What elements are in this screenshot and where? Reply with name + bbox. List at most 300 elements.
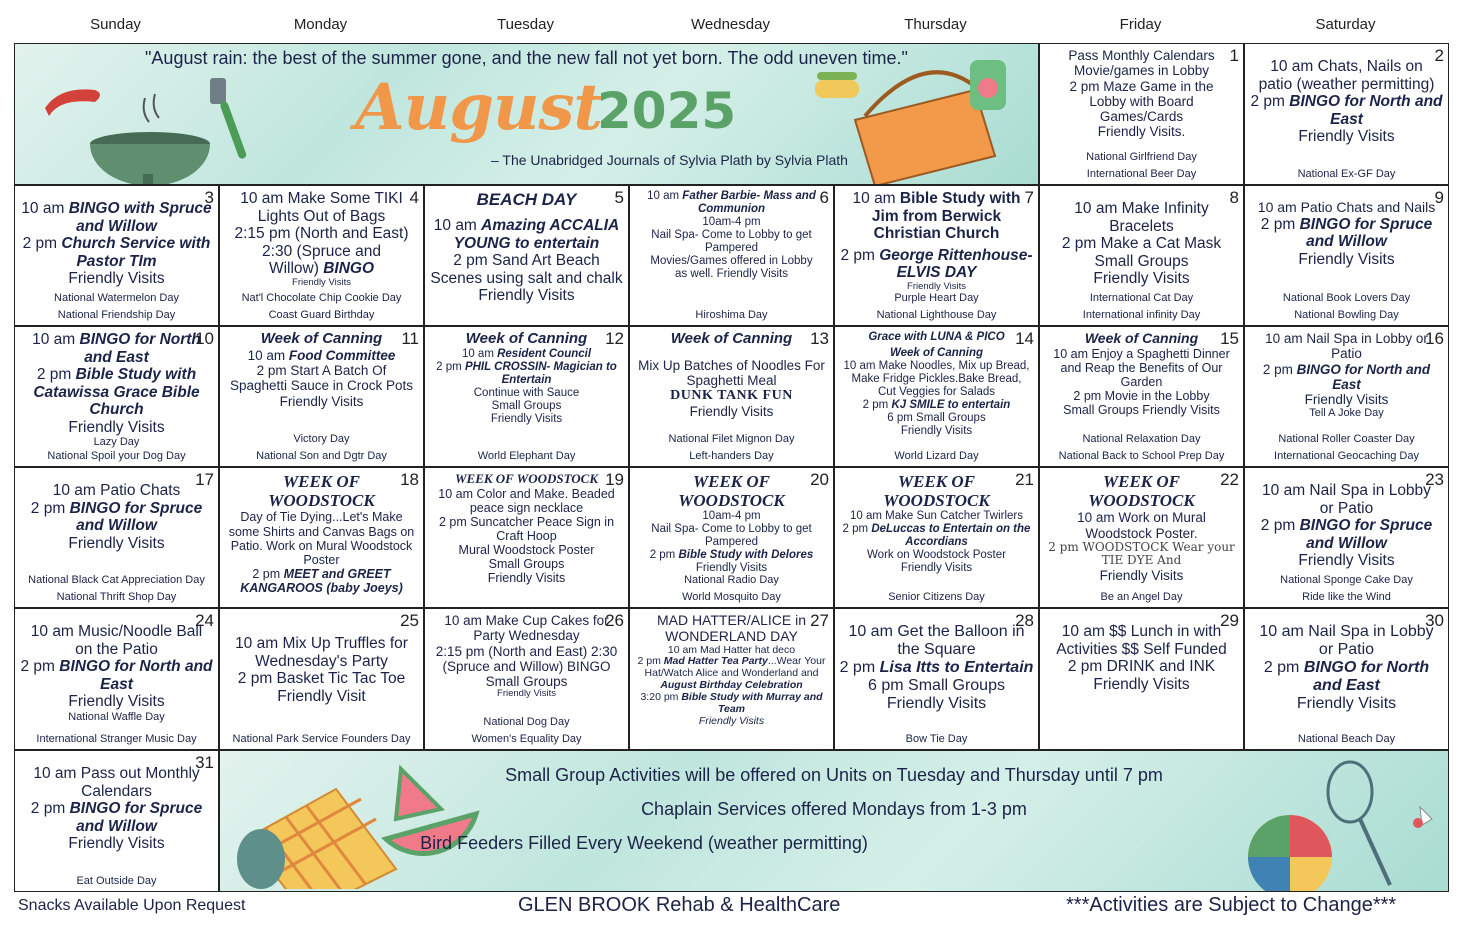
day-cell-4	[219, 185, 424, 326]
observance: National Lighthouse Day	[876, 308, 997, 321]
event-title: Week of Canning	[465, 330, 588, 347]
day-cell-18	[219, 467, 424, 608]
activity-highlight: BINGO for Spruce and Willow	[1299, 215, 1433, 251]
day-cell-27	[629, 608, 834, 750]
activity-line: Small Groups Friendly Visits	[1063, 403, 1220, 418]
observance: International Cat Day	[1089, 292, 1194, 304]
observance: Lazy Day	[93, 436, 140, 448]
day-number: 3	[204, 188, 214, 207]
activity-line: some Shirts and Canvas Bags on	[228, 524, 415, 539]
day-cell-31	[14, 750, 219, 892]
weekday-tuesday: Tuesday	[497, 16, 554, 33]
activity-line: 10 am Pass out Monthly	[33, 765, 200, 782]
month-title: August	[355, 70, 603, 145]
weekday-saturday: Saturday	[1315, 16, 1376, 33]
activity-line: Friendly Visits	[900, 424, 973, 437]
activity-line: Friendly Visits	[1298, 250, 1395, 268]
activity-line: or Patio	[1319, 499, 1374, 517]
activity-time: 10 am	[32, 331, 76, 348]
activity-line: Friendly Visits	[68, 418, 165, 436]
activity-line: 10am-4 pm	[702, 510, 761, 523]
activity-line: 10 am Mix Up Truffles for	[235, 635, 408, 652]
observance: International Beer Day	[1086, 167, 1197, 180]
observance: Victory Day	[293, 433, 350, 445]
activity-line: Bracelets	[1109, 217, 1174, 235]
activity-line: Friendly Visits	[292, 276, 351, 288]
day-cell-20	[629, 467, 834, 608]
day-number: 20	[810, 470, 829, 489]
activity-line: 2:30 (Spruce and	[262, 242, 381, 260]
day-number: 2	[1434, 46, 1444, 65]
day-number: 25	[400, 611, 419, 630]
activity-line: Friendly Visits	[68, 693, 165, 710]
activity-highlight: Food Committee	[288, 347, 396, 363]
day-cell-14	[834, 326, 1039, 467]
activity-line: Friendly Visits	[68, 270, 165, 287]
activity-highlight: Father Barbie- Mass and Communion	[682, 190, 816, 215]
day-number: 17	[195, 470, 214, 489]
activity-line: 2 pm Maze Game in the	[1069, 78, 1214, 94]
activity-time: 10 am	[247, 347, 286, 363]
activity-line: Garden	[1120, 375, 1163, 390]
activity-line: Friendly Visits	[1298, 552, 1395, 569]
activity-highlight: BINGO for Spruce and Willow	[69, 499, 203, 534]
activity-line: Work on Woodstock Poster	[867, 549, 1006, 562]
event-title: Week of Canning	[260, 330, 383, 347]
day-cell-10	[14, 326, 219, 467]
quote-attribution: – The Unabridged Journals of Sylvia Plath by Sylvia Plath	[491, 152, 848, 168]
event-title: WEEK OF WOODSTOCK	[883, 472, 990, 511]
activity-line: as well. Friendly Visits	[675, 267, 788, 280]
activity-line: Lights Out of Bags	[257, 207, 386, 225]
activity-line: or Patio	[1318, 641, 1375, 659]
activity-highlight: BINGO	[323, 260, 375, 277]
activity-time: 2 pm	[1263, 659, 1300, 677]
activity-highlight: Bible Study with Delores	[678, 549, 814, 562]
day-number: 21	[1015, 470, 1034, 489]
observance: National Sponge Cake Day	[1280, 574, 1413, 586]
observance: National Girlfriend Day	[1086, 151, 1197, 163]
day-number: 10	[195, 329, 214, 348]
activity-line: Friendly Visits	[478, 287, 575, 305]
day-cell-3	[14, 185, 219, 326]
activity-line: Cut Veggies for Salads	[878, 385, 995, 398]
activity-highlight: DUNK TANK FUN	[670, 388, 793, 404]
day-number: 8	[1229, 188, 1239, 207]
activity-line: Friendly Visits	[1298, 128, 1395, 145]
day-number: 19	[605, 470, 624, 489]
observance: International Geocaching Day	[1274, 449, 1419, 462]
day-cell-13	[629, 326, 834, 467]
observance: National Friendship Day	[57, 308, 176, 321]
day-cell-1	[1039, 43, 1244, 185]
activity-line: Willow)	[268, 260, 319, 277]
activity-line: Day of Tie Dying...Let's Make	[240, 510, 403, 525]
activity-line: 10 am Nail Spa in Lobby or	[1265, 331, 1428, 346]
activity-line: Friendly Visits.	[1097, 124, 1186, 140]
activity-highlight: DeLuccas to Entertain on the Accordians	[871, 523, 1031, 549]
observance: National Watermelon Day	[54, 292, 179, 304]
observance: International infinity Day	[1082, 308, 1201, 321]
activity-line: Friendly Visits	[698, 714, 765, 727]
activity-line: TIE DYE And	[1101, 553, 1182, 568]
day-number: 16	[1425, 329, 1444, 348]
day-number: 28	[1015, 611, 1034, 630]
activity-line: 10 am Make Some TIKI	[240, 190, 403, 207]
day-cell-11	[219, 326, 424, 467]
activity-line: Spaghetti Sauce in Crock Pots	[229, 378, 414, 394]
observance: National Waffle Day	[68, 710, 165, 723]
activity-line: 2 pm WOODSTOCK Wear your	[1048, 539, 1235, 554]
event-title: WEEK OF WOODSTOCK	[268, 472, 375, 511]
activity-line: Movies/Games offered in Lobby	[650, 254, 813, 267]
activity-line: Small Groups	[1094, 252, 1189, 270]
day-number: 13	[810, 329, 829, 348]
day-number: 15	[1220, 329, 1239, 348]
observance: Women's Equality Day	[471, 732, 582, 745]
activity-line: 2 pm Start A Batch Of	[256, 363, 387, 379]
activity-time: 2 pm	[839, 659, 876, 677]
activity-line: 2 pm Make a Cat Mask	[1061, 235, 1222, 252]
observance: Hiroshima Day	[695, 308, 768, 321]
activity-line: Mix Up Batches of Noodles For	[638, 357, 825, 373]
activity-line: 10 am Color and Make. Beaded	[438, 486, 615, 501]
footer-facility-name: GLEN BROOK Rehab & HealthCare	[518, 894, 841, 916]
day-cell-24	[14, 608, 219, 750]
activity-line: Pass Monthly Calendars	[1068, 48, 1215, 63]
activity-time: 2 pm	[20, 658, 55, 675]
activity-highlight: Bible Study with Murray and Team	[681, 691, 823, 715]
activity-line: 10 am Chats, Nails on	[1270, 58, 1423, 75]
footer-snacks: Snacks Available Upon Request	[18, 897, 246, 914]
calendar-grid	[14, 43, 1449, 892]
day-number: 14	[1015, 329, 1034, 348]
activity-highlight: George Rittenhouse- ELVIS DAY	[879, 246, 1033, 281]
activity-highlight: BINGO for Spruce and Willow	[69, 800, 203, 835]
observance: National Book Lovers Day	[1282, 292, 1411, 304]
observance: Be an Angel Day	[1100, 590, 1183, 603]
day-number: 11	[401, 329, 419, 348]
activity-highlight: BINGO for North and East	[79, 331, 201, 366]
activity-time: 2 pm	[436, 360, 462, 373]
activity-highlight: Mad Hatter Tea Party	[663, 655, 768, 668]
observance: National Son and Dgtr Day	[256, 449, 387, 462]
activity-highlight: Bible Study with Jim from Berwick Christian Church	[871, 190, 1021, 242]
grill-illustration	[35, 58, 255, 185]
day-number: 23	[1425, 470, 1444, 489]
day-number: 18	[400, 470, 419, 489]
activity-line: Nail Spa- Come to Lobby to get	[651, 523, 812, 536]
activity-line: 2:15 pm (North and East) 2:30	[435, 643, 618, 659]
day-cell-17	[14, 467, 219, 608]
day-number: 31	[195, 753, 214, 772]
activity-time: 2 pm	[840, 246, 875, 264]
info-banner	[219, 750, 1449, 892]
activity-highlight: Bible Study with Catawissa Grace Bible Church	[33, 366, 200, 418]
activity-highlight: BINGO for North and East	[1303, 659, 1430, 695]
observance: National Spoil your Dog Day	[47, 449, 186, 462]
activity-line: 10 am Nail Spa in Lobby	[1259, 623, 1434, 640]
activity-line: 2 pm DRINK and INK	[1067, 658, 1216, 675]
observance: Coast Guard Birthday	[268, 308, 375, 321]
day-cell-2	[1244, 43, 1449, 185]
activity-line: Continue with Sauce	[473, 386, 580, 399]
activity-line: Friendly Visits	[1296, 695, 1397, 713]
day-number: 12	[605, 329, 624, 348]
observance: Ride like the Wind	[1302, 590, 1391, 603]
activity-time: 2 pm	[1262, 361, 1293, 377]
activity-line: 10 am Make Sun Catcher Twirlers	[850, 510, 1023, 523]
day-number: 30	[1425, 611, 1444, 630]
activity-line: Friendly Visits	[68, 835, 165, 852]
header-banner	[14, 43, 1039, 185]
event-title: Grace with LUNA & PICO	[868, 331, 1005, 343]
activity-line: Friendly Visits	[1093, 675, 1190, 693]
observance: National Radio Day	[684, 574, 779, 586]
footer-disclaimer: ***Activities are Subject to Change***	[1066, 894, 1397, 916]
activity-line: 2 pm Sand Art Beach	[453, 252, 600, 270]
day-cell-8	[1039, 185, 1244, 326]
activity-line: 10 am $$ Lunch in with	[1061, 623, 1222, 640]
activity-time: 2 pm	[649, 549, 676, 562]
activity-line: Nail Spa- Come to Lobby to get	[651, 228, 812, 241]
observance: Nat'l Chocolate Chip Cookie Day	[241, 292, 402, 304]
day-cell-7	[834, 185, 1039, 326]
activity-line: peace sign necklace	[469, 500, 584, 515]
activity-time: 2 pm	[637, 655, 661, 668]
activity-line: 10 am Make Noodles, Mix up Bread,	[843, 359, 1030, 372]
activity-highlight: BINGO for North and East	[1289, 93, 1443, 128]
activity-line: Small Groups	[491, 399, 562, 412]
activity-line: Craft Hoop	[496, 529, 557, 544]
activity-time: 10 am	[852, 190, 896, 207]
day-cell-6	[629, 185, 834, 326]
activity-line: 2 pm Suncatcher Peace Sign in	[438, 514, 615, 529]
activity-line: Friendly Visits	[487, 571, 566, 586]
activity-time: 10 am	[433, 217, 477, 235]
activity-line: Friendly Visits	[279, 393, 364, 409]
event-title: Week of Canning	[670, 330, 793, 347]
day-cell-25	[219, 608, 424, 750]
activity-line: 10 am Patio Chats and Nails	[1257, 199, 1436, 215]
observance: National Filet Mignon Day	[668, 433, 795, 445]
activity-line: (Spruce and Willow) BINGO	[442, 658, 611, 674]
sausage-icon	[45, 89, 100, 116]
weekday-monday: Monday	[293, 16, 348, 33]
observance: Bow Tie Day	[905, 732, 968, 745]
day-number: 27	[810, 611, 829, 630]
activity-line: 10 am Enjoy a Spaghetti Dinner	[1053, 346, 1230, 361]
activity-line: the Square	[897, 641, 976, 659]
activity-line: Patio. Work on Mural Woodstock	[230, 538, 413, 553]
weekday-wednesday: Wednesday	[691, 16, 770, 33]
info-line: Small Group Activities will be offered on Units on Tuesday and Thursday until 7 pm	[505, 765, 1163, 785]
activity-line: ...Wear Your	[767, 655, 826, 668]
activity-highlight: KJ SMILE to entertain	[891, 398, 1011, 411]
racket-icon	[1328, 762, 1372, 822]
activity-line: 10 am Get the Balloon in	[848, 623, 1025, 640]
activity-time: 10 am	[21, 200, 65, 217]
activity-line: Friendly Visits	[490, 412, 563, 425]
day-cell-21	[834, 467, 1039, 608]
activity-line: Friendly Visits	[497, 688, 556, 700]
activity-line: Make Fridge Pickles.Bake Bread,	[851, 372, 1022, 385]
activity-line: Woodstock Poster.	[1085, 525, 1198, 541]
spatula-icon	[210, 78, 226, 104]
activity-line: Friendly Visit	[277, 687, 366, 705]
activity-line: 10 am Patio Chats	[52, 482, 181, 499]
day-number: 29	[1220, 611, 1239, 630]
weekday-thursday: Thursday	[904, 16, 967, 33]
sandwich-icon	[815, 80, 859, 98]
smoke-icon	[144, 94, 159, 122]
observance: National Ex-GF Day	[1297, 167, 1396, 180]
activity-line: Friendly Visits	[886, 695, 987, 713]
activity-highlight: Lisa Itts to Entertain	[879, 659, 1034, 677]
day-cell-19	[424, 467, 629, 608]
day-number: 6	[819, 188, 829, 207]
activity-line: Small Groups	[488, 557, 565, 572]
event-title: MAD HATTER/ALICE in	[656, 612, 807, 628]
info-line: Chaplain Services offered Mondays from 1-3 pm	[641, 799, 1027, 819]
beach-sports-illustration	[1240, 757, 1445, 891]
activity-time: 2 pm	[30, 499, 70, 517]
observance: National Beach Day	[1297, 732, 1396, 745]
activity-line: patio (weather permitting)	[1258, 75, 1435, 93]
activity-line: Wednesday's Party	[255, 652, 388, 670]
activity-line: Scenes using salt and chalk	[430, 269, 623, 287]
observance: World Elephant Day	[477, 449, 576, 462]
observance: International Stranger Music Day	[36, 732, 197, 745]
activity-time: 2 pm	[842, 523, 869, 536]
day-number: 4	[409, 188, 419, 207]
activity-highlight: BINGO for Spruce and Willow	[1299, 517, 1433, 552]
activity-line: 10 am Make Infinity	[1074, 200, 1209, 217]
activity-highlight: BINGO for North and East	[1296, 361, 1431, 392]
event-title: WEEK OF WOODSTOCK	[1088, 472, 1195, 511]
activity-line: Calendars	[81, 782, 152, 800]
activity-line: 6 pm Small Groups	[868, 677, 1005, 695]
activity-line: Spaghetti Meal	[686, 373, 777, 389]
day-number: 26	[605, 611, 624, 630]
activity-line: Friendly Visits	[900, 562, 973, 575]
info-line: Bird Feeders Filled Every Weekend (weather permitting)	[420, 833, 868, 853]
event-title: Week of Canning	[889, 346, 984, 359]
day-cell-28	[834, 608, 1039, 750]
activity-line: Friendly Visits	[1304, 392, 1389, 407]
activity-line: 2:15 pm (North and East)	[234, 225, 409, 242]
observance: National Roller Coaster Day	[1278, 433, 1415, 445]
observance: Eat Outside Day	[76, 874, 157, 887]
event-title: Week of Canning	[1084, 330, 1199, 346]
activity-time: 2 pm	[862, 398, 889, 411]
day-cell-22	[1039, 467, 1244, 608]
activity-line: Friendly Visits	[695, 562, 768, 575]
activity-line: 10 am Work on Mural	[1077, 510, 1206, 526]
activity-time: 2 pm	[1250, 93, 1285, 110]
activity-time: 2 pm	[22, 235, 58, 252]
day-cell-30	[1244, 608, 1449, 750]
event-title: BEACH DAY	[476, 190, 577, 209]
observance: National Park Service Founders Day	[232, 732, 411, 745]
observance: National Bowling Day	[1294, 308, 1399, 321]
event-title: WEEK OF WOODSTOCK	[678, 472, 785, 511]
activity-highlight: BINGO with Spruce and Willow	[68, 200, 212, 235]
activity-time: 2 pm	[30, 800, 70, 817]
activity-time: 10 am	[647, 190, 680, 202]
activity-time: 10 am	[461, 347, 494, 360]
activity-line: Movie/games in Lobby	[1073, 63, 1210, 79]
observance: National Back to School Prep Day	[1058, 449, 1225, 462]
year-title: 2025	[597, 82, 737, 140]
activity-line: Pampered	[704, 536, 759, 549]
activity-time: 2 pm	[36, 366, 72, 383]
activity-line: Friendly Visits	[1093, 270, 1190, 287]
activity-line: 2 pm Movie in the Lobby	[1073, 389, 1210, 404]
observance: National Dog Day	[483, 716, 570, 728]
activity-line: 2 pm Basket Tic Tac Toe	[237, 670, 406, 687]
activity-line: Hat/Watch Alice and Wonderland and	[644, 667, 819, 680]
picnic-illustration	[795, 50, 1039, 185]
observance: National Black Cat Appreciation Day	[28, 574, 205, 586]
day-cell-5	[424, 185, 629, 326]
activity-line: 10 am Make Cup Cakes for	[444, 613, 609, 628]
activity-line: 10 am Nail Spa in Lobby	[1262, 482, 1431, 499]
activity-line: 10am-4 pm	[702, 215, 761, 228]
day-cell-15	[1039, 326, 1244, 467]
day-cell-26	[424, 608, 629, 750]
event-title: WEEK OF WOODSTOCK	[454, 471, 599, 486]
activity-line: and Reap the Benefits of Our	[1060, 360, 1223, 375]
activity-line: Patio	[1331, 346, 1362, 362]
weekday-sunday: Sunday	[90, 16, 141, 33]
activity-line: Lobby with Board	[1089, 93, 1194, 109]
day-cell-29	[1039, 608, 1244, 750]
activity-line: 6 pm Small Groups	[887, 411, 986, 424]
day-number: 7	[1024, 188, 1034, 207]
activity-line: 10 am Music/Noodle Ball	[30, 623, 203, 640]
activity-line: Friendly Visits	[68, 534, 165, 552]
activity-line: on the Patio	[75, 640, 158, 658]
activity-line: Pampered	[704, 241, 759, 254]
activity-time: 2 pm	[1260, 215, 1296, 233]
activity-time: 2 pm	[1260, 517, 1300, 534]
activity-highlight: August Birthday Celebration	[660, 679, 803, 692]
day-number: 5	[614, 188, 624, 207]
activity-highlight: MEET and GREET KANGAROOS (baby Joeys)	[240, 566, 403, 596]
observance: Purple Heart Day	[894, 292, 979, 304]
activity-highlight: Church Service with Pastor TIm	[61, 235, 211, 270]
activity-line: Games/Cards	[1099, 109, 1184, 124]
activity-line: 10 am Mad Hatter hat deco	[667, 643, 796, 656]
activity-highlight: Amazing ACCALIA YOUNG to entertain	[453, 217, 620, 252]
day-number: 24	[195, 611, 214, 630]
day-number: 22	[1220, 470, 1239, 489]
activity-highlight: PHIL CROSSIN- Magician to Entertain	[464, 360, 617, 386]
activity-highlight: BINGO for North and East	[59, 658, 213, 693]
activity-line: Small Groups	[485, 674, 568, 689]
observance: World Lizard Day	[894, 449, 979, 462]
activity-line: Poster	[303, 552, 340, 567]
day-number: 1	[1229, 46, 1239, 65]
activity-line: Friendly Visits	[689, 404, 774, 420]
activity-time: 3:20 pm	[640, 691, 679, 704]
day-cell-12	[424, 326, 629, 467]
weekday-friday: Friday	[1119, 16, 1162, 33]
activity-line: Friendly Visits	[907, 280, 966, 292]
observance: National Thrift Shop Day	[56, 590, 177, 603]
observance: National Relaxation Day	[1082, 433, 1201, 445]
